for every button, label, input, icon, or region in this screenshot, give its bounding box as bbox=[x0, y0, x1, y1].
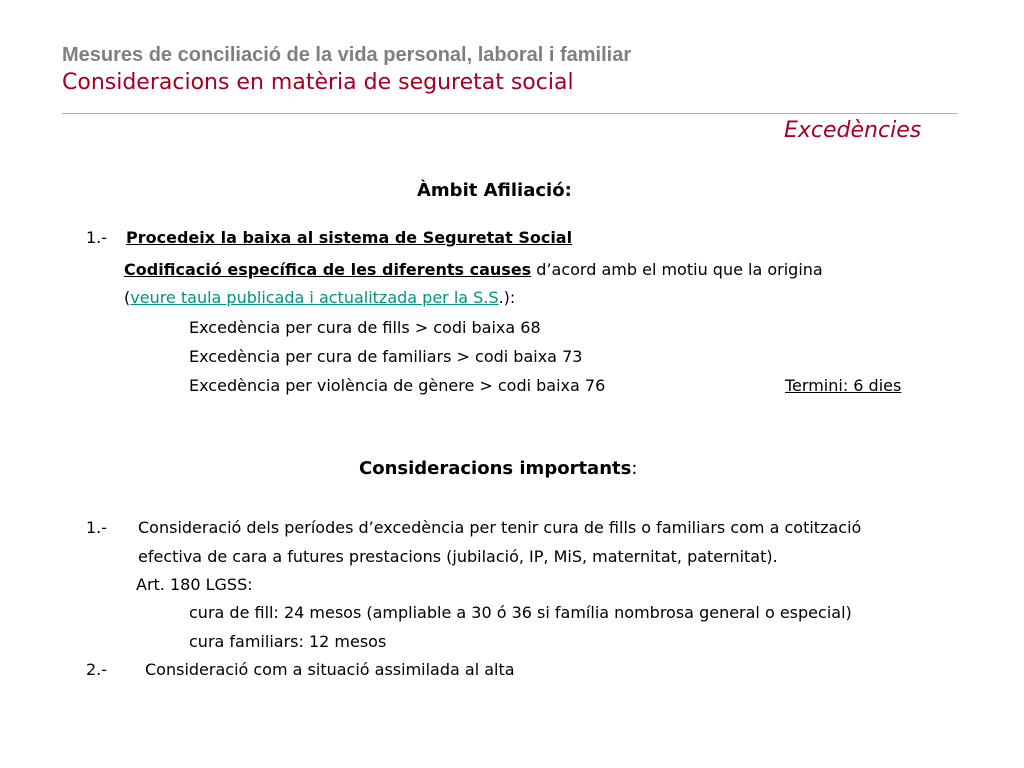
code-line-fills: Excedència per cura de fills > codi baixa 68 bbox=[189, 318, 541, 337]
code-line-violencia: Excedència per violència de gènere > codi baixa 76 bbox=[189, 376, 606, 395]
importants-heading bbox=[359, 458, 637, 479]
deadline-text: Termini: 6 dies bbox=[785, 376, 902, 395]
importants-item1-number: 1.- bbox=[86, 518, 108, 537]
importants-heading-text: Consideracions importants bbox=[359, 458, 632, 479]
code-line-familiars: Excedència per cura de familiars > codi baixa 73 bbox=[189, 347, 583, 366]
sub-item-cura-familiars: cura familiars: 12 mesos bbox=[189, 632, 387, 651]
importants-item2-number: 2.- bbox=[86, 660, 108, 679]
ss-table-link[interactable]: veure taula publicada i actualitzada per la S.S bbox=[130, 288, 499, 307]
art-reference: Art. 180 LGSS: bbox=[136, 575, 253, 594]
codification-line bbox=[124, 260, 823, 279]
slide-subtitle: Consideracions en matèria de seguretat social bbox=[62, 70, 574, 95]
header-divider bbox=[62, 113, 958, 114]
link-line bbox=[124, 288, 515, 307]
importants-item1-line1: Consideració dels períodes d’excedència per tenir cura de fills o familiars com a cotització bbox=[138, 518, 862, 537]
paren-close: .): bbox=[498, 288, 516, 307]
afiliacio-item-title: Procedeix la baixa al sistema de Seguretat Social bbox=[126, 228, 573, 247]
importants-item1-line2: efectiva de cara a futures prestacions (jubilació, IP, MiS, maternitat, paternitat). bbox=[138, 547, 778, 566]
importants-item2-text: Consideració com a situació assimilada al alta bbox=[145, 660, 515, 679]
codification-bold: Codificació específica de les diferents causes bbox=[124, 260, 532, 279]
codification-rest: d’acord amb el motiu que la origina bbox=[531, 260, 823, 279]
slide-supertitle: Mesures de conciliació de la vida personal, laboral i familiar bbox=[62, 44, 632, 66]
importants-heading-colon: : bbox=[631, 458, 638, 479]
section-title: Excedències bbox=[784, 118, 922, 143]
afiliacio-item-number: 1.- bbox=[86, 228, 108, 247]
paren-open: ( bbox=[124, 288, 131, 307]
sub-item-cura-fill: cura de fill: 24 mesos (ampliable a 30 ó 36 si família nombrosa general o especial) bbox=[189, 603, 852, 622]
afiliacio-heading: Àmbit Afiliació: bbox=[417, 180, 572, 201]
